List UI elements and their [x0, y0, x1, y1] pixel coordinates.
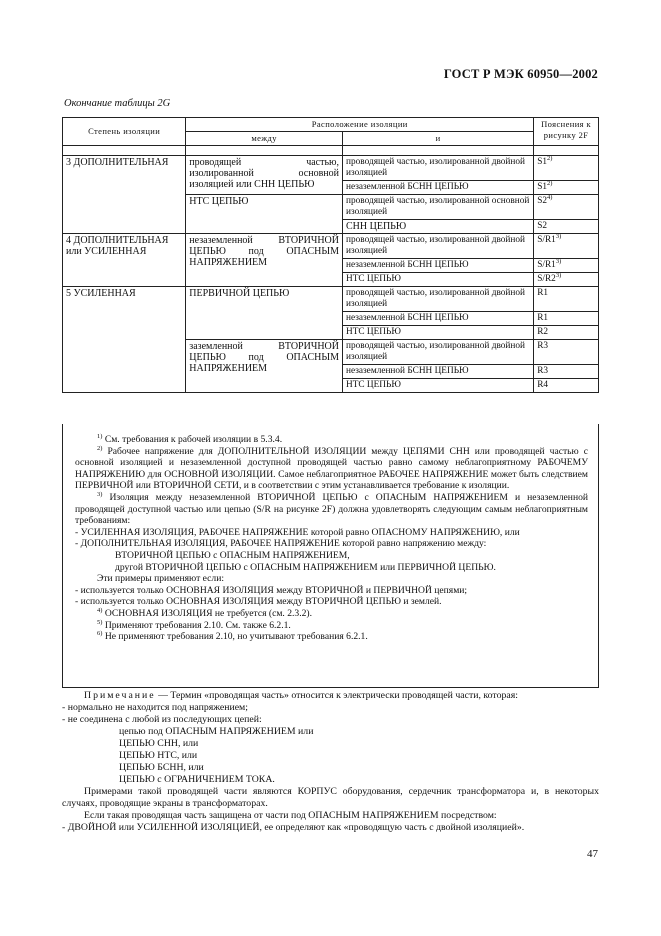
page-number: 47 — [587, 848, 598, 860]
explanation-cell: R2 — [534, 326, 599, 340]
footnote-2: $^{2)}$ Рабочее напряжение для ДОПОЛНИТЕЛЬНОЙ ИЗОЛЯЦИИ между ЦЕПЯМИ СНН или проводящей частью с основной изоляцией и незаземленной доступной проводящей частью равно самому неблагоприятному РАБОЧЕМУ НАПРЯЖЕНИЮ для ОСНОВНОЙ ИЗОЛЯЦИИ. Самое неблагоприятное РАБОЧЕЕ НАПРЯЖЕНИЕ может быть следствием ПЕРВИЧНОЙ или ВТОРИЧНОЙ СЕТИ, и в соответствии с этим устанавливается требование к изоляции. — [75, 444, 588, 492]
remark-paragraph: - ДВОЙНОЙ или УСИЛЕННОЙ ИЗОЛЯЦИЕЙ, ее определяют как «проводящую часть с двойной изоляцией». — [62, 822, 525, 833]
remark-line: Примечание — Термин «проводящая часть» относится к электрически проводящей части, которая: — [84, 690, 518, 701]
remark-line: ЦЕПЬЮ НТС, или — [119, 750, 198, 761]
and-cell: проводящей частью, изолированной двойной изоляцией — [343, 234, 534, 259]
explanation-cell: S1$^{2)}$ — [534, 181, 599, 195]
explanation-cell: R3 — [534, 340, 599, 365]
between-cell: НТС ЦЕПЬЮ — [186, 195, 343, 234]
explanation-cell: S1$^{2)}$ — [534, 156, 599, 181]
remark-label: Примечание — [84, 690, 156, 701]
table-caption: Окончание таблицы 2G — [64, 98, 171, 109]
table-row — [63, 287, 599, 312]
and-cell: незаземленной БСНН ЦЕПЬЮ — [343, 181, 534, 195]
degree-cell: 4 ДОПОЛНИТЕЛЬНАЯ или УСИЛЕННАЯ — [63, 234, 186, 287]
table-footnotes — [62, 424, 599, 688]
between-cell: заземленной ВТОРИЧНОЙ ЦЕПЬЮ под ОПАСНЫМ НАПРЯЖЕНИЕМ — [186, 340, 343, 393]
degree-cell: 5 УСИЛЕННАЯ — [63, 287, 186, 393]
and-cell: НТС ЦЕПЬЮ — [343, 379, 534, 393]
explanation-cell: S2$^{4)}$ — [534, 195, 599, 220]
explanation-cell: R4 — [534, 379, 599, 393]
col-header-between: между — [186, 132, 343, 146]
remark-paragraph: Примерами такой проводящей части являются КОРПУС оборудования, сердечник трансформатора и, в некоторых случаях, проводящие экраны в трансформаторах. — [62, 786, 599, 809]
and-cell: проводящей частью, изолированной двойной изоляцией — [343, 287, 534, 312]
and-cell: проводящей частью, изолированной двойной изоляцией — [343, 340, 534, 365]
col-header-degree: Степень изоляции — [63, 118, 186, 146]
table-row — [63, 234, 599, 259]
col-header-explanation: Пояснения к рисунку 2F — [534, 118, 599, 146]
footnote-3-subitem: ВТОРИЧНОЙ ЦЕПЬЮ с ОПАСНЫМ НАПРЯЖЕНИЕМ, — [115, 549, 350, 561]
and-cell: незаземленной БСНН ЦЕПЬЮ — [343, 312, 534, 326]
degree-cell: 3 ДОПОЛНИТЕЛЬНАЯ — [63, 156, 186, 234]
footnote-4: $^{4)}$ ОСНОВНАЯ ИЗОЛЯЦИЯ не требуется (см. 2.3.2). — [97, 606, 313, 619]
explanation-cell: R3 — [534, 365, 599, 379]
between-cell: незаземленной ВТОРИЧНОЙ ЦЕПЬЮ под ОПАСНЫМ НАПРЯЖЕНИЕМ — [186, 234, 343, 287]
and-cell: проводящей частью, изолированной двойной изоляцией — [343, 156, 534, 181]
footnote-3-item: - используется только ОСНОВНАЯ ИЗОЛЯЦИЯ между ВТОРИЧНОЙ ЦЕПЬЮ и землей. — [75, 596, 442, 608]
explanation-cell: S/R1$^{3)}$ — [534, 259, 599, 273]
and-cell: СНН ЦЕПЬЮ — [343, 220, 534, 234]
remark-line: цепью под ОПАСНЫМ НАПРЯЖЕНИЕМ или — [119, 726, 314, 737]
col-header-location: Расположение изоляции — [186, 118, 534, 132]
document-header: ГОСТ Р МЭК 60950—2002 — [443, 67, 598, 81]
between-cell: проводящей частью, изолированной основной изоляцией или СНН ЦЕПЬЮ — [186, 156, 343, 195]
footnote-3-item: - используется только ОСНОВНАЯ ИЗОЛЯЦИЯ между ВТОРИЧНОЙ и ПЕРВИЧНОЙ цепями; — [75, 584, 468, 596]
explanation-cell: R1 — [534, 312, 599, 326]
and-cell: проводящей частью, изолированной основной изоляцией — [343, 195, 534, 220]
explanation-cell: S2 — [534, 220, 599, 234]
remark-line: ЦЕПЬЮ СНН, или — [119, 738, 199, 749]
explanation-cell: S/R2$^{3)}$ — [534, 273, 599, 287]
remark-line: - нормально не находится под напряжением; — [62, 702, 248, 713]
remark-line: - не соединена с любой из последующих цепей: — [62, 714, 262, 725]
remark-block — [62, 690, 599, 834]
footnote-3-item: - УСИЛЕННАЯ ИЗОЛЯЦИЯ, РАБОЧЕЕ НАПРЯЖЕНИЕ которой равно ОПАСНОМУ НАПРЯЖЕНИЮ, или — [75, 526, 520, 538]
footnote-1: $^{1)}$ См. требования к рабочей изоляции в 5.3.4. — [97, 432, 283, 445]
remark-line: ЦЕПЬЮ с ОГРАНИЧЕНИЕМ ТОКА. — [119, 774, 275, 785]
and-cell: незаземленной БСНН ЦЕПЬЮ — [343, 365, 534, 379]
footnote-3: $^{3)}$ Изоляция между незаземленной ВТОРИЧНОЙ ЦЕПЬЮ с ОПАСНЫМ НАПРЯЖЕНИЕМ и незаземленной проводящей доступной частью или цепью (S/R на рисунке 2F) должна удовлетворять следующим самым неблагоприятным требованиям: — [75, 490, 589, 527]
col-header-and: и — [343, 132, 534, 146]
and-cell: НТС ЦЕПЬЮ — [343, 273, 534, 287]
insulation-table — [62, 117, 599, 393]
between-cell: ПЕРВИЧНОЙ ЦЕПЬЮ — [186, 287, 343, 340]
footnote-6: $^{6)}$ Не применяют требования 2.10, но учитывают требования 6.2.1. — [97, 629, 368, 643]
remark-line: ЦЕПЬЮ БСНН, или — [119, 762, 204, 773]
explanation-cell: R1 — [534, 287, 599, 312]
footnote-3-item: - ДОПОЛНИТЕЛЬНАЯ ИЗОЛЯЦИЯ, РАБОЧЕЕ НАПРЯЖЕНИЕ которой равно напряжению между: — [75, 538, 487, 550]
explanation-cell: S/R1$^{3)}$ — [534, 234, 599, 259]
footnote-3-subitem: другой ВТОРИЧНОЙ ЦЕПЬЮ с ОПАСНЫМ НАПРЯЖЕНИЕМ или ПЕРВИЧНОЙ ЦЕПЬЮ. — [115, 561, 496, 573]
footnote-3-item: Эти примеры применяют если: — [97, 573, 225, 585]
and-cell: НТС ЦЕПЬЮ — [343, 326, 534, 340]
remark-paragraph: Если такая проводящая часть защищена от части под ОПАСНЫМ НАПРЯЖЕНИЕМ посредством: — [84, 810, 497, 821]
footnote-5: $^{5)}$ Применяют требования 2.10. См. также 6.2.1. — [97, 618, 291, 631]
and-cell: незаземленной БСНН ЦЕПЬЮ — [343, 259, 534, 273]
table-row — [63, 156, 599, 181]
